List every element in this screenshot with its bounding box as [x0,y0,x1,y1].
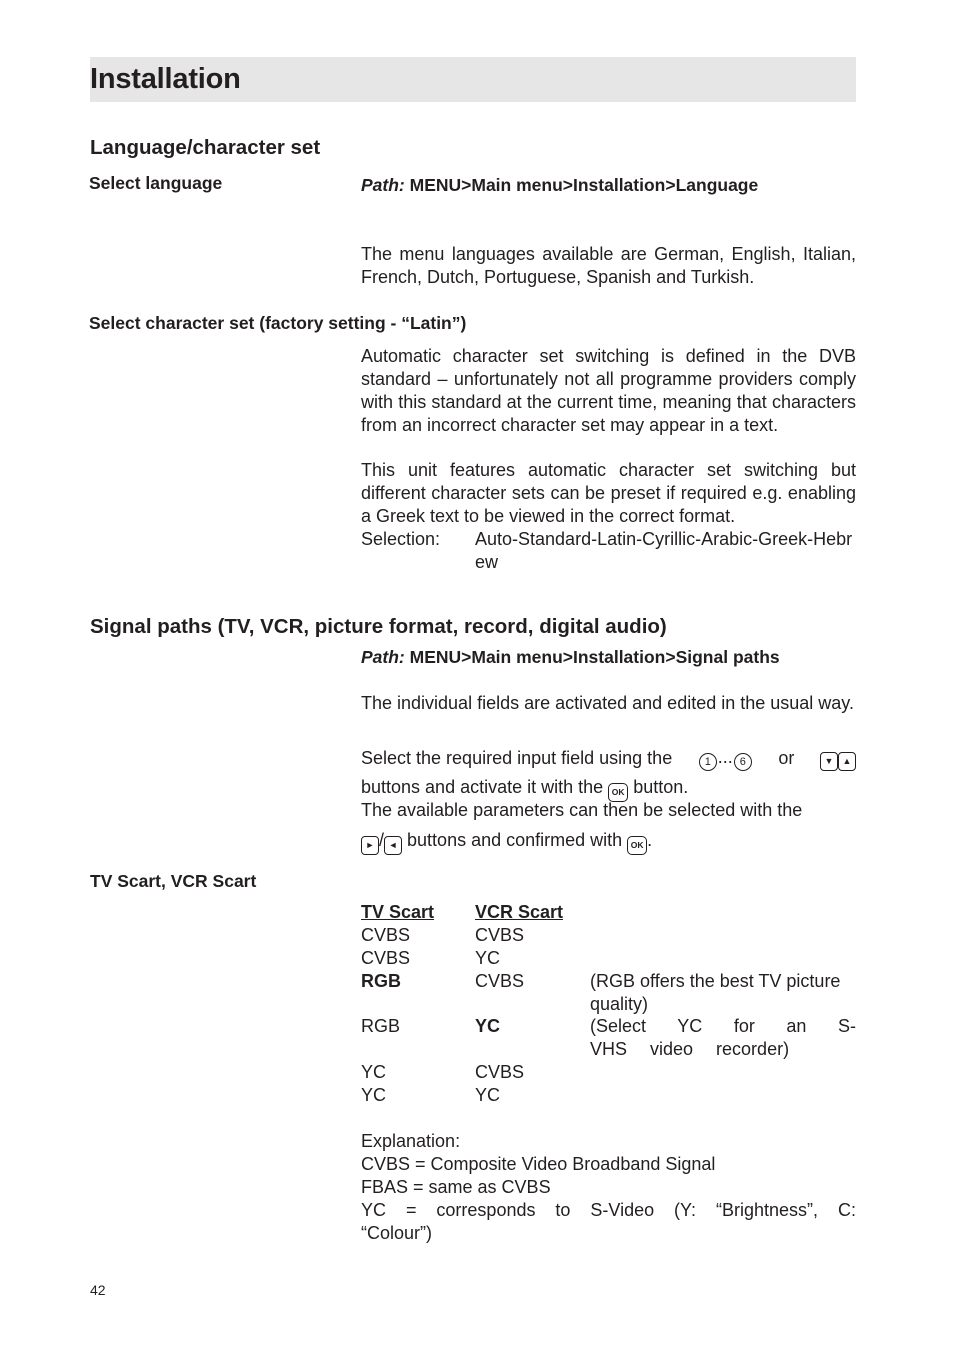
key-1-icon: 1 [699,753,717,771]
table-cell-tv: CVBS [361,948,411,968]
language-heading: Language/character set [90,136,321,159]
signal-heading: Signal paths (TV, VCR, picture format, record, digital audio) [90,615,667,638]
selection-label: Selection: [361,529,441,549]
explanation-yc: YC = corresponds to S-Video (Y: “Brightness”, C: “Colour”) [361,1200,856,1243]
page-number: 42 [90,1282,106,1298]
signal-p2-text-a: Select the required input field using the [361,747,673,768]
signal-paragraph-3-line-2 [361,829,856,855]
signal-paragraph-1: The individual fields are activated and edited in the usual way. [361,693,854,713]
signal-p3-text-b: buttons and confirmed with [407,830,623,850]
charset-paragraph-1: Automatic character set switching is defined in the DVB standard – unfortunately not all programme providers comply with this standard at the current time, meaning that characters from an incorrect character set may appear in a text. [361,346,856,435]
explanation-cvbs: CVBS = Composite Video Broadband Signal [361,1154,716,1174]
number-key-range [698,746,753,771]
explanation-fbas: FBAS = same as CVBS [361,1177,551,1197]
table-cell-vcr: YC [475,948,501,968]
column-header-vcr-scart: VCR Scart [475,902,564,922]
select-language-label: Select language [89,173,223,193]
language-description: The menu languages available are German, English, Italian, French, Dutch, Portuguese, Spanish and Turkish. [361,244,856,287]
table-cell-tv: RGB [361,1016,401,1036]
column-header-tv-scart: TV Scart [361,902,435,922]
arrow-down-key-icon: ▼ [820,752,838,771]
table-cell-tv: YC [361,1085,387,1105]
path-value: MENU>Main menu>Installation>Signal paths [409,647,780,667]
charset-paragraph-2: This unit features automatic character set switching but different character sets can be preset if required e.g. enabling a Greek text to be viewed in the correct format. [361,460,856,526]
scart-heading: TV Scart, VCR Scart [90,871,257,891]
ok-key-icon: OK [627,836,647,855]
arrow-keys-updown [820,745,856,771]
charset-heading: Select character set (factory setting - “Latin”) [89,313,467,333]
signal-p3-end: . [647,830,653,850]
table-cell-vcr: YC [475,1085,501,1105]
signal-paragraph-3-line-1: The available parameters can then be selected with the [361,800,803,820]
signal-path [361,647,780,668]
language-path [361,175,758,196]
table-cell-note: (RGB offers the best TV picture quality) [590,971,841,1014]
ok-key-icon: OK [608,783,628,802]
arrow-right-key-icon: ► [361,836,379,855]
table-cell-vcr: CVBS [475,925,525,945]
arrow-up-key-icon: ▲ [838,752,856,771]
table-cell-tv: CVBS [361,925,411,945]
signal-paragraph-2-line-1 [361,745,856,771]
signal-p2-text-c: button. [633,777,689,797]
selection-value: Auto-Standard-Latin-Cyrillic-Arabic-Greek-Hebrew [475,529,853,572]
slash: / [379,830,385,850]
table-cell-vcr: CVBS [475,971,525,991]
arrow-left-key-icon: ◄ [384,836,402,855]
table-cell-tv: YC [361,1062,387,1082]
table-cell-vcr: YC [475,1016,501,1036]
signal-p2-or: or [778,747,795,768]
explanation-label: Explanation: [361,1131,461,1151]
path-label: Path: [361,647,405,667]
signal-p2-text-b: buttons and activate it with the [361,777,604,797]
title-banner [90,57,856,102]
table-cell-tv: RGB [361,971,401,991]
page-title: Installation [90,63,241,95]
path-label: Path: [361,175,405,195]
table-cell-note: (Select YC for an S-VHS video recorder) [590,1016,856,1059]
table-cell-vcr: CVBS [475,1062,525,1082]
range-dots: ... [717,746,733,767]
path-value: MENU>Main menu>Installation>Language [409,175,759,195]
key-6-icon: 6 [734,753,752,771]
